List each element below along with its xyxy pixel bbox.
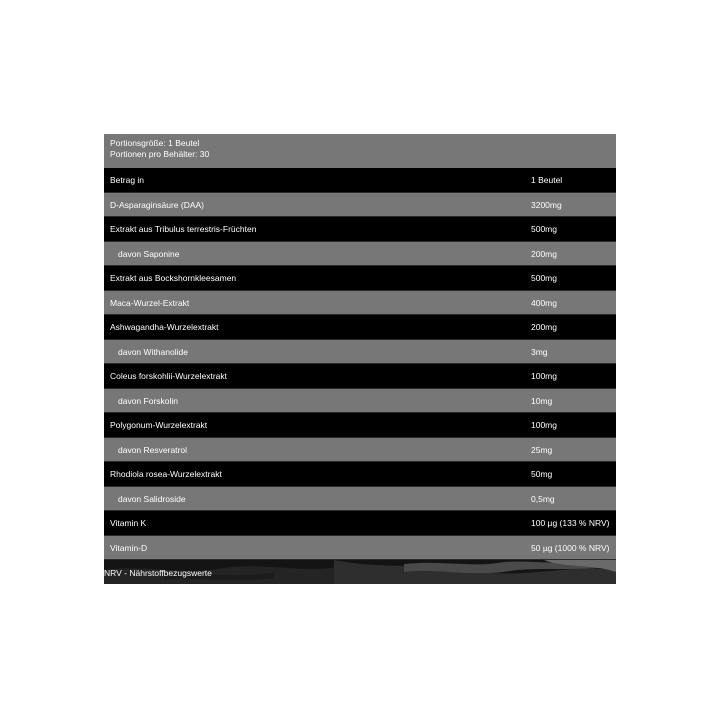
nrv-footnote: NRV - Nährstoffbezugswerte [104,568,212,578]
row-name: Extrakt aus Bockshornkleesamen [110,273,237,283]
row-name: Maca-Wurzel-Extrakt [110,297,190,308]
table-row [104,266,616,291]
row-value: 3200mg [531,199,562,210]
row-name: Vitamin-D [110,542,148,553]
table-row [104,217,616,242]
table-row [104,413,616,438]
row-name: Rhodiola rosea-Wurzelextrakt [110,469,222,479]
row-value: 50mg [531,469,553,479]
row-name: Betrag in [110,175,145,185]
row-value: 200mg [531,248,557,259]
row-name: Polygonum-Wurzelextrakt [110,420,208,430]
row-name: davon Saponine [118,248,180,259]
table-row [104,291,616,316]
row-name: davon Forskolin [118,395,179,406]
serving-info-header [104,134,616,168]
row-value: 200mg [531,322,557,332]
table-row [104,242,616,267]
row-name: Coleus forskohlii-Wurzelextrakt [110,371,227,381]
table-row [104,168,616,193]
row-name: davon Withanolide [118,346,188,357]
serving-size: Portionsgröße: 1 Beutel [110,138,200,148]
table-row [104,315,616,340]
row-value: 100 µg (133 % NRV) [531,518,610,528]
row-value: 100mg [531,420,557,430]
table-row [104,462,616,487]
row-value: 500mg [531,273,557,283]
table-row [104,511,616,536]
row-value: 10mg [531,395,553,406]
table-row [104,536,616,561]
row-value: 100mg [531,371,557,381]
row-value: 1 Beutel [531,175,563,185]
table-row [104,340,616,365]
table-row [104,193,616,218]
row-name: Extrakt aus Tribulus terrestris-Früchten [110,224,257,234]
row-name: davon Salidroside [118,493,186,504]
row-name: Vitamin K [110,518,147,528]
row-value: 400mg [531,297,557,308]
row-value: 500mg [531,224,557,234]
row-value: 25mg [531,444,553,455]
table-row [104,487,616,512]
table-row [104,438,616,463]
servings-per-container: Portionen pro Behälter: 30 [110,149,210,159]
row-value: 50 µg (1000 % NRV) [531,542,610,553]
nutrition-facts-panel [104,134,616,584]
table-row [104,364,616,389]
row-value: 0,5mg [531,493,555,504]
table-row [104,389,616,414]
row-name: D-Asparaginsäure (DAA) [110,199,205,210]
row-name: davon Resveratrol [118,444,187,455]
row-value: 3mg [531,346,548,357]
footer-strip [104,560,616,584]
row-name: Ashwagandha-Wurzelextrakt [110,322,219,332]
